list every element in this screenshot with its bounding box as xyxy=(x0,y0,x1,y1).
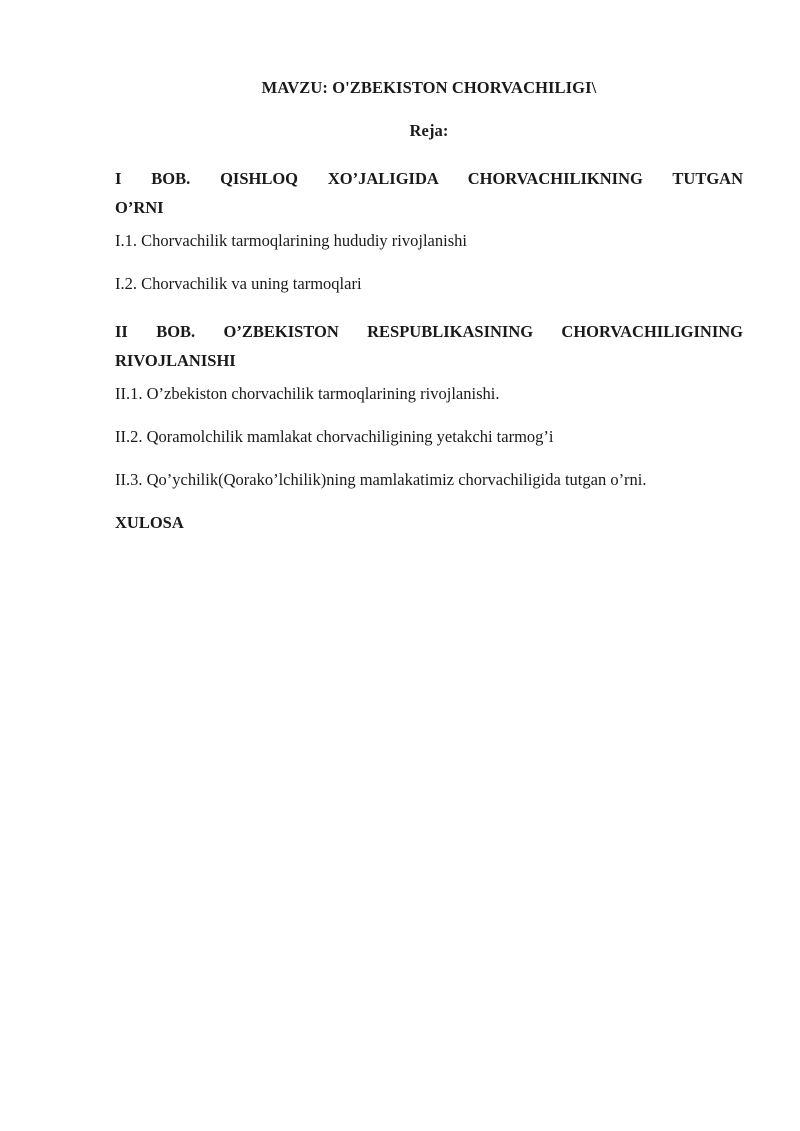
chapter-heading xyxy=(115,317,743,375)
section-item: II.1. O’zbekiston chorvachilik tarmoqlarining rivojlanishi. xyxy=(115,384,500,403)
section-item: I.1. Chorvachilik tarmoqlarining hududiy rivojlanishi xyxy=(115,231,467,250)
section-item: I.2. Chorvachilik va uning tarmoqlari xyxy=(115,274,362,293)
section-item: II.2. Qoramolchilik mamlakat chorvachiligining yetakchi tarmog’i xyxy=(115,427,554,446)
conclusion-heading: XULOSA xyxy=(115,513,184,532)
chapter-heading xyxy=(115,164,743,222)
chapter-heading-line: II BOB. O’ZBEKISTON RESPUBLIKASINING CHORVACHILIGINING xyxy=(115,322,743,341)
document-title: MAVZU: O'ZBEKISTON CHORVACHILIGI\ xyxy=(261,78,597,97)
section-item: II.3. Qo’ychilik(Qorako’lchilik)ning mamlakatimiz chorvachiligida tutgan o’rni. xyxy=(115,470,647,489)
document-page xyxy=(115,78,743,533)
chapter-heading-line: I BOB. QISHLOQ XO’JALIGIDA CHORVACHILIKNING TUTGAN xyxy=(115,169,743,188)
chapter-heading-line: O’RNI xyxy=(115,198,164,217)
chapter-heading-line: RIVOJLANISHI xyxy=(115,351,236,370)
plan-heading: Reja: xyxy=(409,121,449,140)
